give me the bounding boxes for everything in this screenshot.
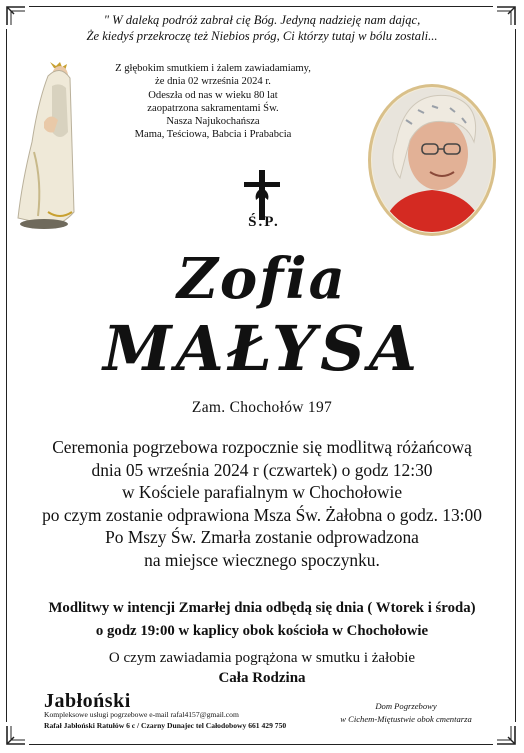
ceremony-line: w Kościele parafialnym w Chochołowie xyxy=(121,482,403,503)
deceased-first-name: Zofia xyxy=(177,246,347,312)
deceased-surname: MAŁYSA xyxy=(103,312,421,385)
quote-line: Że kiedyś przekroczę też Niebios próg, Ci którzy tutaj w bólu zostali... xyxy=(86,29,438,43)
ceremony-line: po czym zostanie odprawiona Msza Św. Żałobna o godz. 13:00 xyxy=(42,504,482,525)
funeral-home-line: w Cichem-Miętustwie obok cmentarza xyxy=(340,713,472,724)
announcement-intro xyxy=(98,62,328,142)
funeral-company-logo xyxy=(44,692,304,731)
intro-line: Odeszła od nas w wieku 80 lat xyxy=(148,89,278,101)
memorial-quote xyxy=(40,12,484,44)
corner-ornament-icon xyxy=(3,722,29,748)
quote-line: " W daleką podróż zabrał cię Bóg. Jedyną nadzieję nam dając, xyxy=(103,13,421,27)
company-address: Rafał Jabłoński Ratułów 6 c / Czarny Dunajec tel Całodobowy 661 429 750 xyxy=(44,721,287,730)
ceremony-line: na miejsce wiecznego spoczynku. xyxy=(144,549,380,570)
ceremony-line: Ceremonia pogrzebowa rozpocznie się modlitwą różańcową xyxy=(52,437,472,457)
funeral-home-line: Dom Pogrzebowy xyxy=(375,701,437,711)
prayer-line: Modlitwy w intencji Zmarłej dnia odbędą się dnia ( Wtorek i środa) xyxy=(48,600,476,616)
notice-line: O czym zawiadamia pogrążona w smutku i żałobie xyxy=(108,650,416,666)
corner-ornament-icon xyxy=(493,3,519,29)
intro-line: Z głębokim smutkiem i żalem zawiadamiamy, xyxy=(115,63,311,74)
prayer-details xyxy=(30,597,494,643)
funeral-home-info xyxy=(330,700,482,725)
company-description: Kompleksowe usługi pogrzebowe e-mail rafal4157@gmail.com xyxy=(44,710,239,719)
ceremony-line: dnia 05 września 2024 r (czwartek) o godz 12:30 xyxy=(91,459,433,480)
corner-ornament-icon xyxy=(493,722,519,748)
intro-line: Nasza Najukochańsza xyxy=(166,116,260,128)
family-notice xyxy=(30,648,494,688)
deceased-address: Zam. Chochołów 197 xyxy=(191,399,333,416)
cross-caption: Ś.P. xyxy=(248,214,280,230)
family-signature: Cała Rodzina xyxy=(218,670,306,686)
company-name: Jabłoński xyxy=(44,690,131,712)
corner-ornament-icon xyxy=(3,3,29,29)
intro-line: zaopatrzona sakramentami Św. xyxy=(147,102,279,114)
intro-line: Mama, Teściowa, Babcia i Prababcia xyxy=(134,129,292,141)
ceremony-line: Po Mszy Św. Zmarła zostanie odprowadzona xyxy=(105,527,419,548)
prayer-line: o godz 19:00 w kaplicy obok kościoła w Chochołowie xyxy=(95,623,429,639)
deceased-photo xyxy=(366,82,498,238)
madonna-figure-icon xyxy=(14,62,76,230)
intro-line: że dnia 02 września 2024 r. xyxy=(155,76,271,88)
ceremony-details xyxy=(30,436,494,572)
